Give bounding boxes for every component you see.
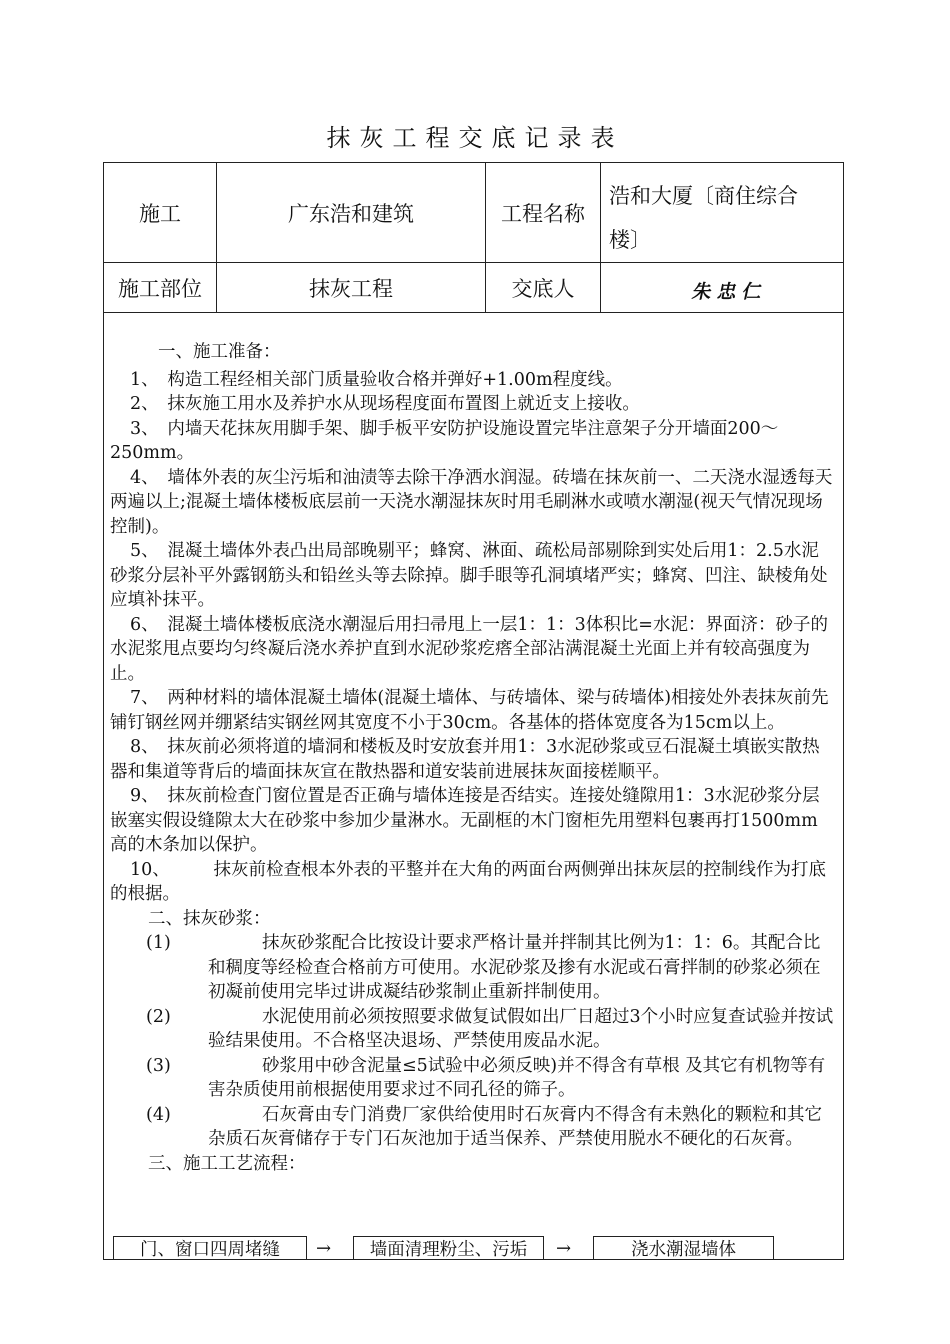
sub-item-text: 石灰膏由专门消费厂家供给使用时石灰膏内不得含有未熟化的颗粒和其它杂质石灰膏储存于专门石灰池加于适当保养、严禁使用脱水不硬化的石灰膏。 [208,1104,822,1149]
construction-label: 施工 [139,201,181,226]
sub-item [110,1103,835,1152]
project-name-line2: 楼〕 [609,228,651,252]
list-item: 5、 混凝土墙体外表凸出局部晚剔平；蜂窝、淋面、疏松局部剔除到实处后用1：2.5水泥砂浆分层补平外露钢筋头和铅丝头等去除掉。脚手眼等孔洞填堵严实；蜂窝、凹注、缺棱角处应填补抹平。 [110,541,828,610]
list-item: 3、 内墙天花抹灰用脚手架、脚手板平安防护设施设置完毕注意架子分开墙面200～250mm。 [110,418,779,463]
list-item: 2、 抹灰施工用水及养护水从现场程度面布置图上就近支上接收。 [130,394,640,414]
sub-item-text: 抹灰砂浆配合比按设计要求严格计量并拌制其比例为1：1：6。其配合比和稠度等经检查合格前方可使用。水泥砂浆及掺有水泥或石膏拌制的砂浆必须在初凝前使用完毕过讲成凝结砂浆制止重新拌制使用。 [208,933,821,1002]
row-divider [103,312,844,313]
list-item: 10、 抹灰前检查根本外表的平整并在大角的两面台两侧弹出抹灰层的控制线作为打底的根据。 [110,859,827,904]
sub-item-number: (1) [146,933,171,953]
list-item: 7、 两种材料的墙体混凝土墙体(混凝土墙体、与砖墙体、梁与砖墙体)相接处外表抹灰前先铺钉钢丝网并绷紧结实钢丝网其宽度不小于30cm。各基体的搭体宽度各为15cm以上。 [110,688,829,733]
flow-step: 门、窗口四周堵缝 [113,1236,307,1260]
construction-part-label: 施工部位 [118,276,202,301]
sub-item-text: 砂浆用中砂含泥量≤5试验中必须反映)并不得含有草根 及其它有机物等有害杂质使用前根据使用要求过不同孔径的筛子。 [208,1055,826,1100]
page-title: 抹灰工程交底记录表 [326,124,624,152]
list-item: 8、 抹灰前必须将道的墙洞和楼板及时安放套并用1：3水泥砂浆或豆石混凝土填嵌实散热器和集道等背后的墙面抹灰宣在散热器和道安装前进展抹灰面接槎顺平。 [110,737,820,782]
flow-step: 浇水潮湿墙体 [593,1236,774,1260]
section-heading: 一、施工准备： [158,342,281,362]
list-item: 9、 抹灰前检查门窗位置是否正确与墙体连接是否结实。连接处缝隙用1：3水泥砂浆分层嵌塞实假设缝隙太大在砂浆中参加少量淋水。无副框的木门窗柜先用塑料包裹再打1500mm高的木条加以保护。 [110,786,820,855]
sub-item-text: 水泥使用前必须按照要求做复试假如出厂日超过3个小时应复查试验并按试验结果使用。不合格坚决退场、严禁使用废品水泥。 [208,1006,834,1051]
col-divider [600,162,601,312]
sub-item [110,1005,835,1054]
flow-step: 墙面清理粉尘、污垢 [353,1236,544,1260]
construction-company: 广东浩和建筑 [288,201,414,226]
project-name-line1: 浩和大厦〔商住综合 [609,184,798,208]
briefer-signature: 朱忠仁 [690,281,771,303]
list-item: 6、 混凝土墙体楼板底浇水潮湿后用扫帚甩上一层1：1：3体积比=水泥：界面济：砂子的水泥浆甩点要均匀终凝后浇水养护直到水泥砂浆疙瘩全部沾满混凝土光面上并有较高强度为止。 [110,614,828,684]
flow-arrow-icon: → [556,1238,572,1259]
section-heading: 三、施工工艺流程： [148,1153,306,1174]
sub-item [110,1054,835,1103]
list-item: 1、 构造工程经相关部门质量验收合格并弹好+1.00m程度线。 [130,369,623,390]
sub-item-number: (3) [146,1055,171,1076]
construction-part-value: 抹灰工程 [309,276,393,301]
list-item: 4、 墙体外表的灰尘污垢和油渍等去除干净洒水润湿。砖墙在抹灰前一、二天浇水湿透每天两遍以上;混凝土墙体楼板底层前一天浇水潮湿抹灰时用毛刷淋水或喷水潮湿(视天气情况现场控制)。 [110,467,833,537]
flow-arrow-icon: → [316,1238,332,1259]
briefer-label: 交底人 [511,276,575,301]
project-name-value [609,174,839,262]
briefing-content [110,340,835,1176]
project-name-label: 工程名称 [501,201,585,226]
sub-item-number: (4) [146,1104,171,1125]
section-heading: 二、抹灰砂浆： [148,908,271,929]
sub-item-number: (2) [146,1006,171,1027]
sub-item [110,931,835,1005]
